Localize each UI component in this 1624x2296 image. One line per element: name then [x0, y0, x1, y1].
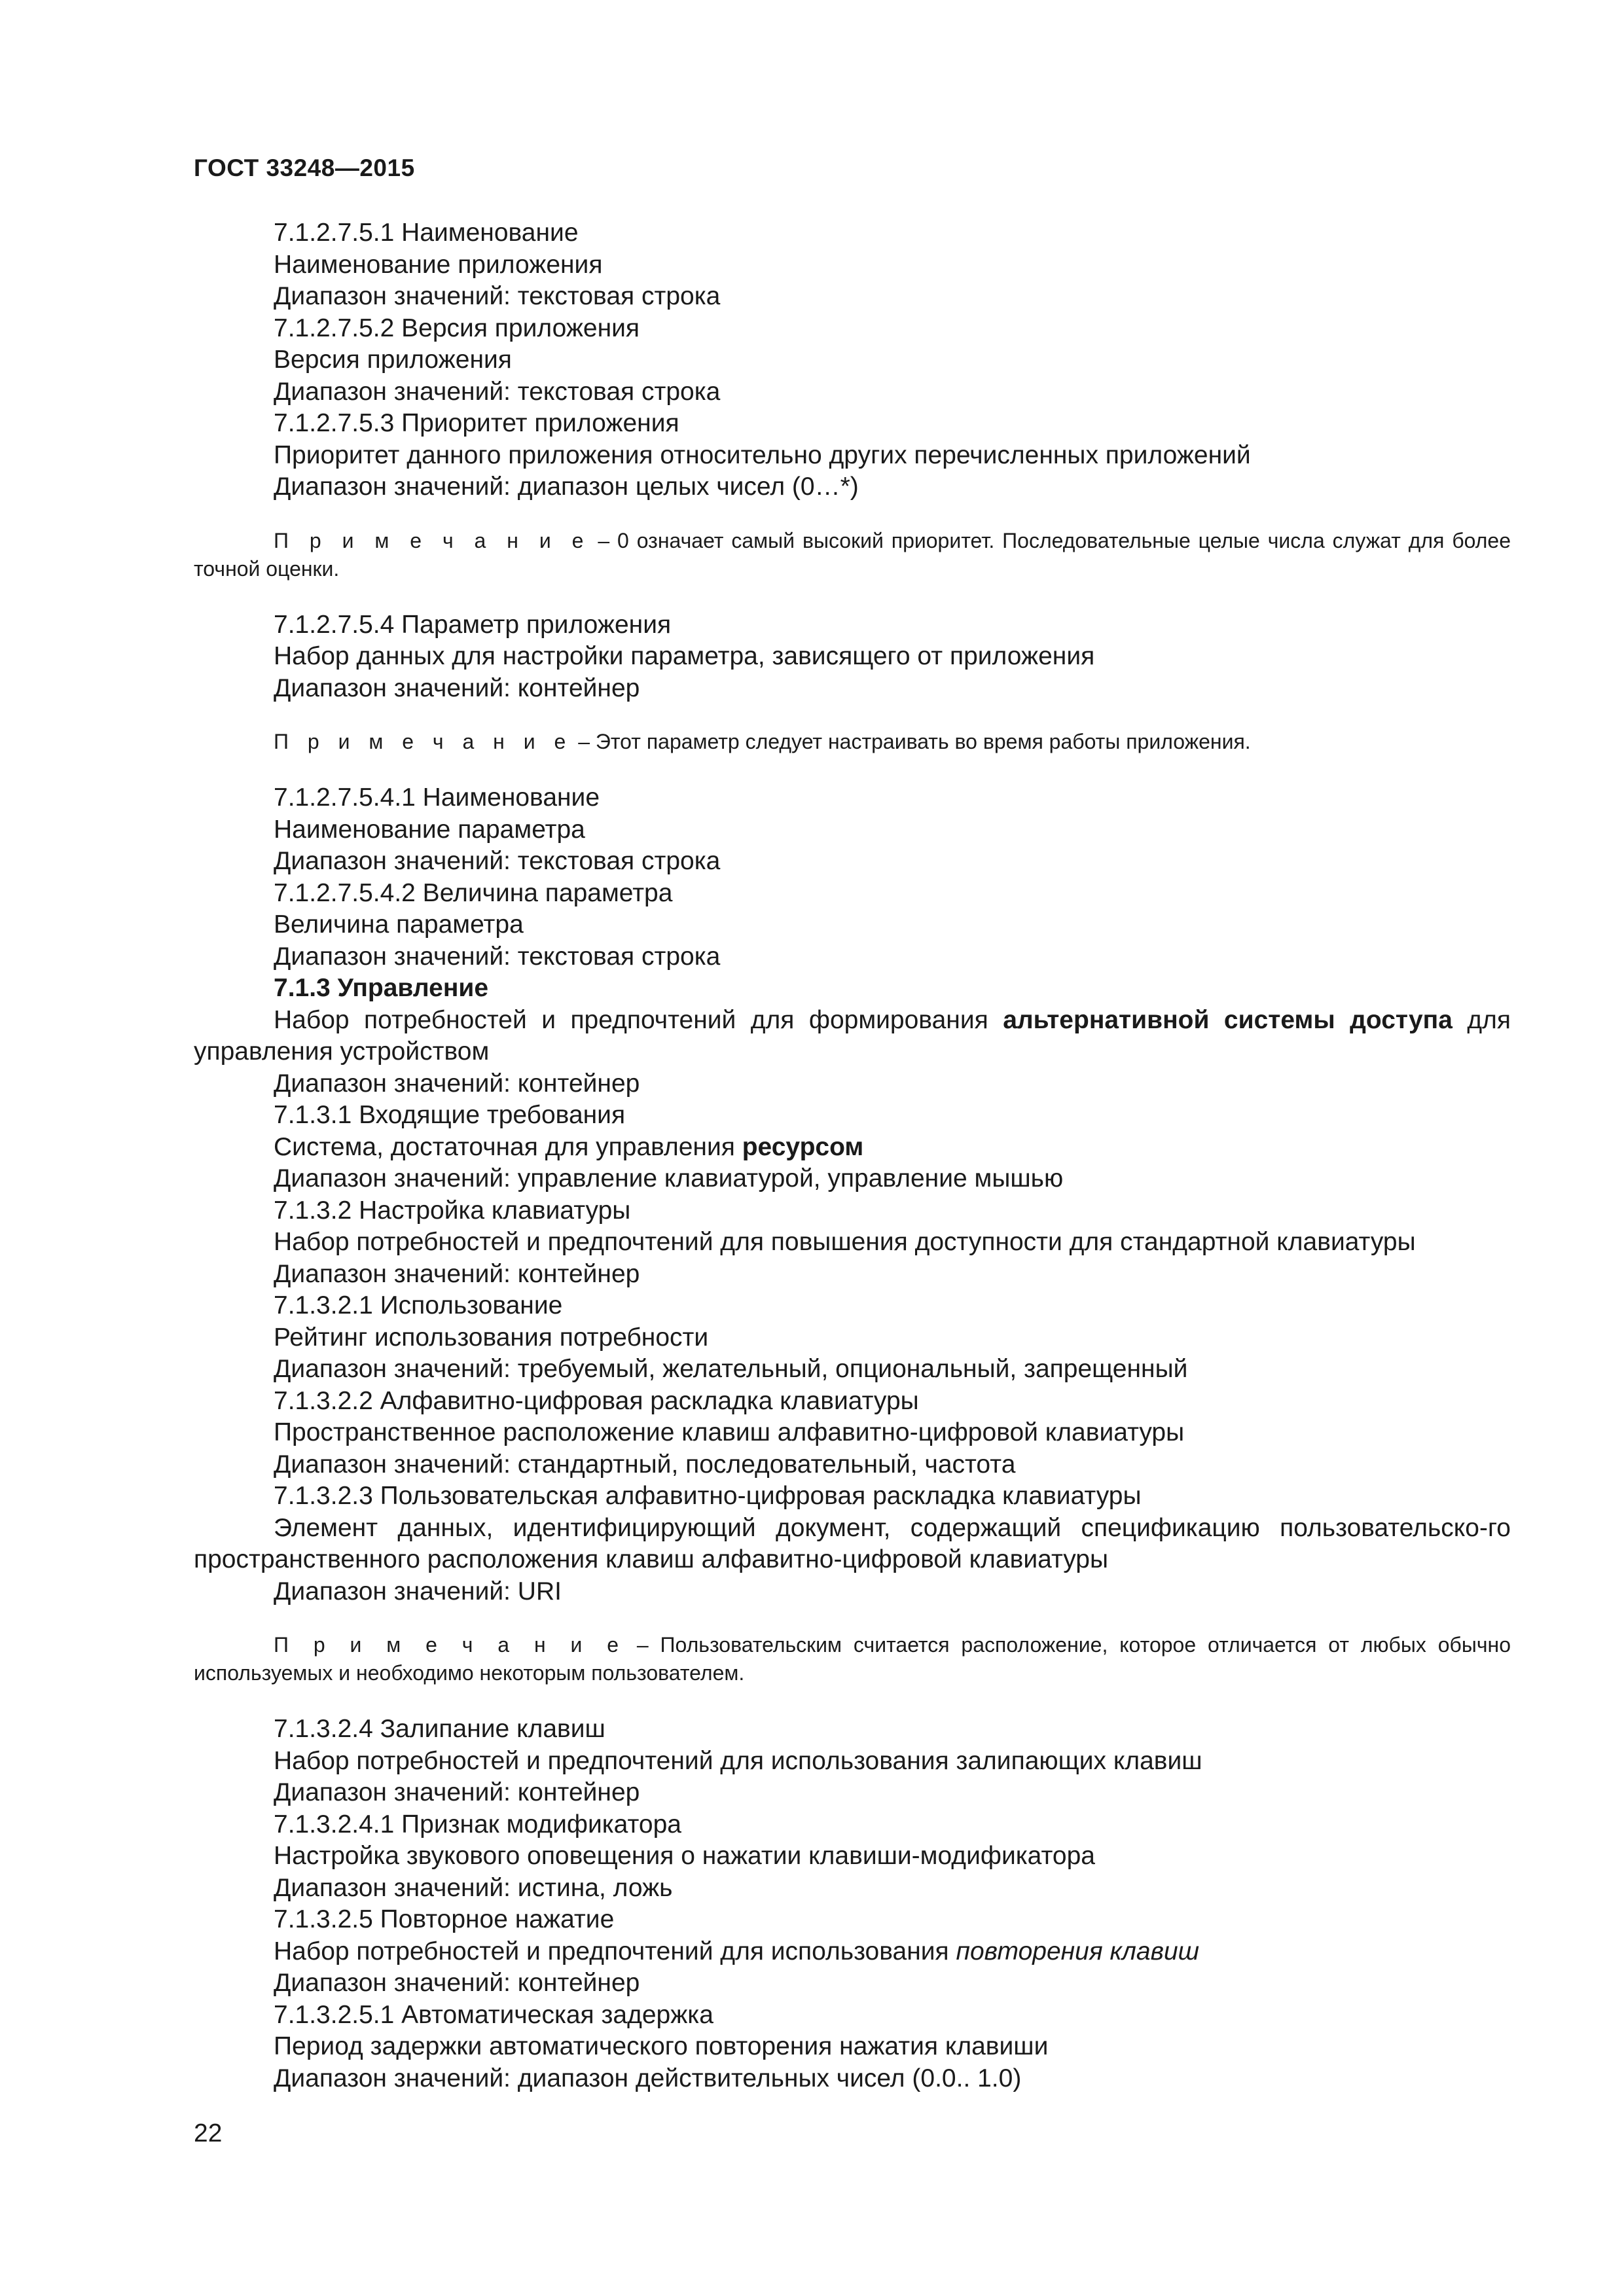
value-range: Диапазон значений: контейнер: [274, 1969, 640, 1997]
section-heading: 7.1.3.2.1 Использование: [274, 1291, 563, 1319]
section-heading: 7.1.3.2.2 Алфавитно-цифровая раскладка клавиатуры: [274, 1386, 919, 1415]
definition-text: Набор потребностей и предпочтений для использования залипающих клавиш: [274, 1746, 1202, 1775]
value-range: Диапазон значений: текстовая строка: [274, 377, 721, 406]
bold-term: альтернативной системы доступа: [1003, 1005, 1453, 1034]
definition-text: Наименование приложения: [274, 250, 603, 279]
section-heading: 7.1.2.7.5.4.2 Величина параметра: [274, 878, 673, 907]
note-label: П р и м е ч а н и е: [274, 730, 573, 753]
note-label: П р и м е ч а н и е: [274, 528, 590, 552]
value-range: Диапазон значений: контейнер: [274, 673, 640, 702]
value-range: Диапазон значений: контейнер: [274, 1259, 640, 1288]
definition-text: Набор данных для настройки параметра, зависящего от приложения: [274, 642, 1095, 670]
value-range: Диапазон значений: текстовая строка: [274, 942, 721, 971]
section-heading-bold: 7.1.3 Управление: [274, 974, 489, 1002]
section-heading: 7.1.3.2.4 Залипание клавиш: [274, 1715, 605, 1743]
value-range: Диапазон значений: контейнер: [274, 1778, 640, 1806]
value-range: Диапазон значений: стандартный, последовательный, частота: [274, 1450, 1016, 1479]
value-range: Диапазон значений: контейнер: [274, 1069, 640, 1098]
definition-text: Рейтинг использования потребности: [274, 1323, 709, 1352]
note-1: [194, 527, 1511, 583]
definition-part: Набор потребностей и предпочтений для формирования: [274, 1005, 1003, 1034]
section-heading: 7.1.2.7.5.4.1 Наименование: [274, 783, 600, 812]
note-text: – Этот параметр следует настраивать во время работы приложения.: [572, 730, 1251, 753]
definition-text: Пространственное расположение клавиш алфавитно-цифровой клавиатуры: [274, 1418, 1185, 1446]
definition-text: Элемент данных, идентифицирующий документ, содержащий спецификацию пользовательско-го пространственного расположения клавиш алфавитно-цифровой клавиатуры: [194, 1513, 1511, 1573]
section-heading: 7.1.2.7.5.1 Наименование: [274, 219, 579, 247]
value-range: Диапазон значений: URI: [274, 1577, 562, 1605]
definition-text: Наименование параметра: [274, 815, 585, 844]
section-heading: 7.1.2.7.5.3 Приоритет приложения: [274, 409, 679, 437]
value-range: Диапазон значений: текстовая строка: [274, 282, 721, 310]
definition-text: [194, 1936, 1511, 1968]
value-range: Диапазон значений: текстовая строка: [274, 847, 721, 875]
definition-text: Период задержки автоматического повторения нажатия клавиши: [274, 2032, 1049, 2060]
value-range: Диапазон значений: требуемый, желательный, опциональный, запрещенный: [274, 1355, 1188, 1383]
value-range: Диапазон значений: управление клавиатурой, управление мышью: [274, 1164, 1064, 1193]
definition-part: Набор потребностей и предпочтений для использования: [274, 1937, 956, 1965]
section-heading: 7.1.2.7.5.2 Версия приложения: [274, 314, 640, 342]
value-range: Диапазон значений: диапазон действительных чисел (0.0.. 1.0): [274, 2064, 1022, 2092]
note-2: [194, 728, 1511, 756]
section-heading: 7.1.2.7.5.4 Параметр приложения: [274, 610, 672, 639]
section-heading: 7.1.3.2.5.1 Автоматическая задержка: [274, 2000, 713, 2029]
definition-text: Приоритет данного приложения относительно других перечисленных приложений: [274, 440, 1251, 469]
document-body: [194, 217, 1511, 2094]
section-heading: 7.1.3.2.5 Повторное нажатие: [274, 1905, 615, 1933]
value-range: Диапазон значений: истина, ложь: [274, 1873, 673, 1902]
italic-term: повторения клавиш: [956, 1937, 1200, 1965]
definition-text: [194, 1132, 1511, 1164]
section-heading: 7.1.3.2.3 Пользовательская алфавитно-цифровая раскладка клавиатуры: [274, 1482, 1142, 1510]
section-heading: 7.1.3.1 Входящие требования: [274, 1101, 626, 1129]
definition-text: [194, 1005, 1511, 1068]
definition-text: Настройка звукового оповещения о нажатии клавиши-модификатора: [274, 1842, 1095, 1870]
page-number: 22: [194, 2119, 223, 2147]
definition-part: Система, достаточная для управления: [274, 1132, 742, 1161]
note-text: – 0 означает самый высокий приоритет. Последовательные целые числа служат для более точной оценки.: [194, 528, 1511, 581]
value-range: Диапазон значений: диапазон целых чисел (0…*): [274, 473, 859, 501]
note-3: [194, 1631, 1511, 1687]
section-heading: 7.1.3.2 Настройка клавиатуры: [274, 1196, 631, 1225]
definition-text: Набор потребностей и предпочтений для повышения доступности для стандартной клавиатуры: [274, 1228, 1416, 1256]
definition-text: Версия приложения: [274, 346, 512, 374]
section-heading: 7.1.3.2.4.1 Признак модификатора: [274, 1810, 681, 1839]
note-label: П р и м е ч а н и е: [274, 1633, 626, 1657]
definition-text: Величина параметра: [274, 910, 524, 939]
bold-term: ресурсом: [742, 1132, 864, 1161]
definition-part: для управления устройством: [194, 1005, 1511, 1066]
note-text: – Пользовательским считается расположение, которое отличается от любых обычно используемых и необходимо некоторым пользователем.: [194, 1633, 1511, 1685]
document-code: ГОСТ 33248—2015: [194, 154, 415, 181]
